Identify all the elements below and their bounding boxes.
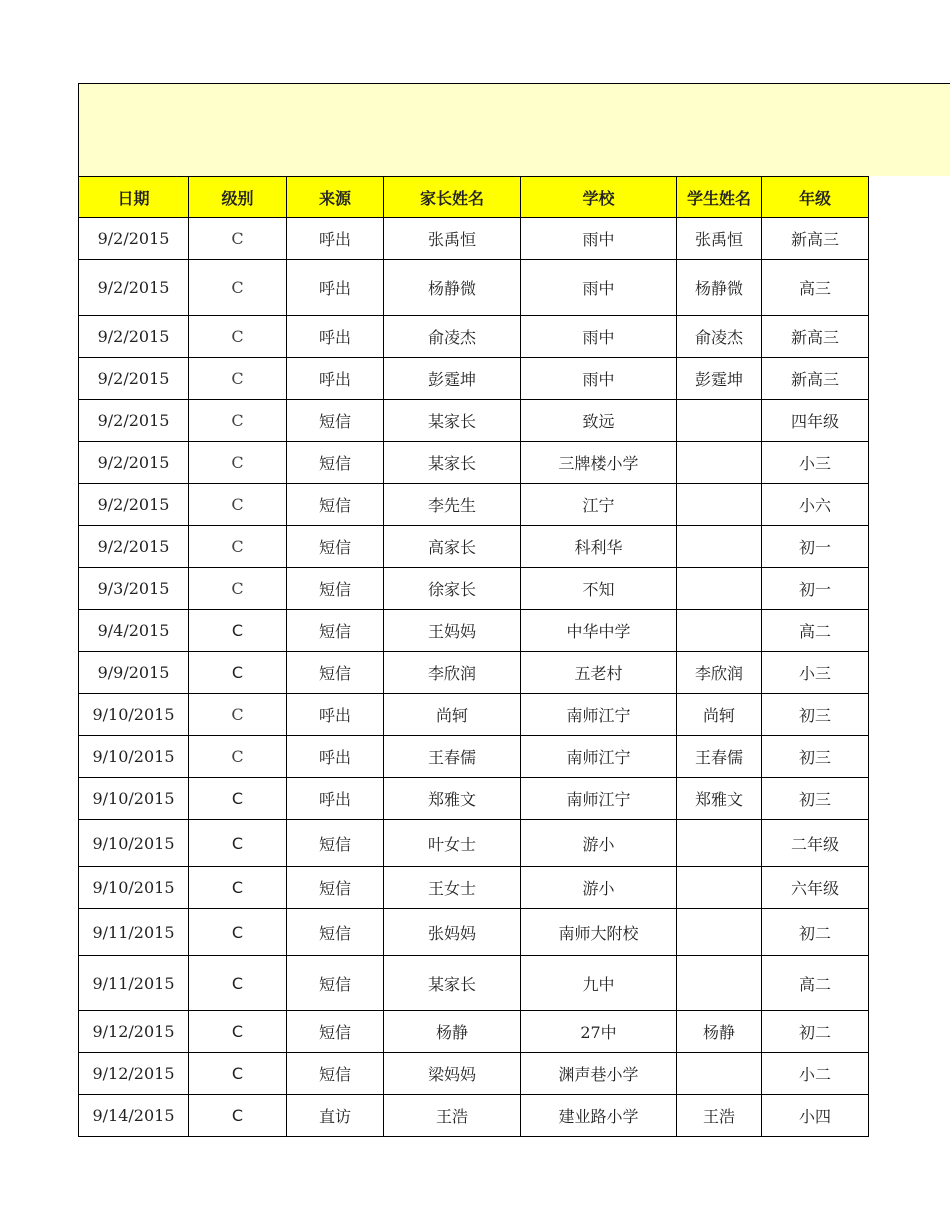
cell-date[interactable]: 9/11/2015 (79, 909, 189, 956)
cell-date[interactable]: 9/10/2015 (79, 694, 189, 736)
table-row (79, 526, 869, 568)
cell-source[interactable]: 短信 (287, 909, 384, 956)
cell-date[interactable]: 9/2/2015 (79, 442, 189, 484)
cell-grade[interactable]: 六年级 (762, 867, 869, 909)
cell-level[interactable]: C (189, 218, 287, 260)
table-row (79, 820, 869, 867)
header-level[interactable]: 级别 (189, 177, 287, 218)
cell-source[interactable]: 直访 (287, 1095, 384, 1137)
cell-parent-name[interactable]: 张妈妈 (384, 909, 521, 956)
cell-grade[interactable]: 初二 (762, 909, 869, 956)
cell-grade[interactable]: 初一 (762, 568, 869, 610)
cell-parent-name[interactable]: 杨静 (384, 1011, 521, 1053)
cell-school[interactable]: 27中 (521, 1011, 677, 1053)
cell-parent-name[interactable]: 梁妈妈 (384, 1053, 521, 1095)
cell-school[interactable]: 五老村 (521, 652, 677, 694)
cell-date[interactable]: 9/4/2015 (79, 610, 189, 652)
cell-source[interactable]: 短信 (287, 526, 384, 568)
cell-grade[interactable]: 新高三 (762, 358, 869, 400)
cell-level[interactable]: C (189, 1053, 287, 1095)
cell-source[interactable]: 短信 (287, 610, 384, 652)
cell-grade[interactable]: 高三 (762, 260, 869, 316)
cell-school[interactable]: 不知 (521, 568, 677, 610)
cell-grade[interactable]: 四年级 (762, 400, 869, 442)
cell-grade[interactable]: 小三 (762, 442, 869, 484)
cell-level[interactable]: C (189, 610, 287, 652)
table-row (79, 1095, 869, 1137)
table-row (79, 316, 869, 358)
header-grade[interactable]: 年级 (762, 177, 869, 218)
table-row (79, 909, 869, 956)
table-row (79, 694, 869, 736)
header-student-name[interactable]: 学生姓名 (677, 177, 762, 218)
table-row (79, 736, 869, 778)
cell-student-name[interactable] (677, 526, 762, 568)
cell-parent-name[interactable]: 张禹恒 (384, 218, 521, 260)
cell-student-name[interactable] (677, 1053, 762, 1095)
cell-parent-name[interactable]: 俞凌杰 (384, 316, 521, 358)
cell-school[interactable]: 南师大附校 (521, 909, 677, 956)
cell-student-name[interactable]: 张禹恒 (677, 218, 762, 260)
cell-source[interactable]: 短信 (287, 484, 384, 526)
cell-level[interactable]: C (189, 1011, 287, 1053)
cell-parent-name[interactable]: 李欣润 (384, 652, 521, 694)
cell-date[interactable]: 9/2/2015 (79, 484, 189, 526)
cell-student-name[interactable] (677, 909, 762, 956)
cell-level[interactable]: C (189, 694, 287, 736)
cell-parent-name[interactable]: 某家长 (384, 400, 521, 442)
cell-level[interactable]: C (189, 652, 287, 694)
header-date[interactable]: 日期 (79, 177, 189, 218)
cell-source[interactable]: 短信 (287, 652, 384, 694)
cell-source[interactable]: 短信 (287, 956, 384, 1011)
cell-date[interactable]: 9/10/2015 (79, 820, 189, 867)
cell-student-name[interactable]: 王浩 (677, 1095, 762, 1137)
cell-parent-name[interactable]: 尚轲 (384, 694, 521, 736)
cell-source[interactable]: 呼出 (287, 778, 384, 820)
cell-level[interactable]: C (189, 867, 287, 909)
cell-school[interactable]: 雨中 (521, 358, 677, 400)
cell-level[interactable]: C (189, 484, 287, 526)
cell-school[interactable]: 科利华 (521, 526, 677, 568)
cell-source[interactable]: 呼出 (287, 358, 384, 400)
table-row (79, 610, 869, 652)
cell-parent-name[interactable]: 某家长 (384, 442, 521, 484)
cell-parent-name[interactable]: 叶女士 (384, 820, 521, 867)
cell-grade[interactable]: 小四 (762, 1095, 869, 1137)
cell-grade[interactable]: 高二 (762, 610, 869, 652)
cell-date[interactable]: 9/2/2015 (79, 358, 189, 400)
cell-grade[interactable]: 初三 (762, 778, 869, 820)
cell-school[interactable]: 九中 (521, 956, 677, 1011)
cell-parent-name[interactable]: 王春儒 (384, 736, 521, 778)
cell-date[interactable]: 9/10/2015 (79, 736, 189, 778)
cell-school[interactable]: 游小 (521, 820, 677, 867)
cell-level[interactable]: C (189, 909, 287, 956)
cell-grade[interactable]: 初一 (762, 526, 869, 568)
cell-school[interactable]: 致远 (521, 400, 677, 442)
cell-grade[interactable]: 高二 (762, 956, 869, 1011)
cell-student-name[interactable] (677, 484, 762, 526)
cell-level[interactable]: C (189, 736, 287, 778)
cell-school[interactable]: 江宁 (521, 484, 677, 526)
cell-grade[interactable]: 新高三 (762, 218, 869, 260)
cell-date[interactable]: 9/14/2015 (79, 1095, 189, 1137)
cell-school[interactable]: 南师江宁 (521, 736, 677, 778)
cell-date[interactable]: 9/9/2015 (79, 652, 189, 694)
cell-date[interactable]: 9/2/2015 (79, 218, 189, 260)
cell-parent-name[interactable]: 王浩 (384, 1095, 521, 1137)
table-row (79, 442, 869, 484)
cell-student-name[interactable]: 王春儒 (677, 736, 762, 778)
table-row (79, 652, 869, 694)
cell-student-name[interactable]: 尚轲 (677, 694, 762, 736)
cell-source[interactable]: 短信 (287, 400, 384, 442)
cell-grade[interactable]: 二年级 (762, 820, 869, 867)
cell-date[interactable]: 9/12/2015 (79, 1053, 189, 1095)
table-row (79, 1053, 869, 1095)
cell-level[interactable]: C (189, 820, 287, 867)
cell-student-name[interactable]: 李欣润 (677, 652, 762, 694)
cell-student-name[interactable] (677, 867, 762, 909)
cell-school[interactable]: 渊声巷小学 (521, 1053, 677, 1095)
cell-student-name[interactable] (677, 820, 762, 867)
cell-level[interactable]: C (189, 358, 287, 400)
cell-source[interactable]: 呼出 (287, 694, 384, 736)
cell-source[interactable]: 呼出 (287, 218, 384, 260)
table-row (79, 778, 869, 820)
table-row (79, 218, 869, 260)
cell-student-name[interactable]: 杨静微 (677, 260, 762, 316)
cell-school[interactable]: 中华中学 (521, 610, 677, 652)
cell-level[interactable]: C (189, 568, 287, 610)
cell-date[interactable]: 9/12/2015 (79, 1011, 189, 1053)
cell-grade[interactable]: 小二 (762, 1053, 869, 1095)
cell-level[interactable]: C (189, 1095, 287, 1137)
cell-date[interactable]: 9/2/2015 (79, 400, 189, 442)
cell-parent-name[interactable]: 李先生 (384, 484, 521, 526)
cell-source[interactable]: 呼出 (287, 260, 384, 316)
cell-school[interactable]: 雨中 (521, 316, 677, 358)
table-row (79, 484, 869, 526)
cell-source[interactable]: 短信 (287, 1011, 384, 1053)
cell-source[interactable]: 短信 (287, 867, 384, 909)
cell-level[interactable]: C (189, 316, 287, 358)
cell-student-name[interactable]: 俞凌杰 (677, 316, 762, 358)
table-row (79, 260, 869, 316)
table-row (79, 956, 869, 1011)
cell-parent-name[interactable]: 王妈妈 (384, 610, 521, 652)
cell-student-name[interactable] (677, 610, 762, 652)
title-band (78, 83, 950, 176)
cell-level[interactable]: C (189, 442, 287, 484)
cell-student-name[interactable] (677, 442, 762, 484)
cell-date[interactable]: 9/2/2015 (79, 526, 189, 568)
cell-source[interactable]: 短信 (287, 820, 384, 867)
cell-student-name[interactable] (677, 956, 762, 1011)
cell-level[interactable]: C (189, 956, 287, 1011)
cell-date[interactable]: 9/10/2015 (79, 867, 189, 909)
cell-date[interactable]: 9/10/2015 (79, 778, 189, 820)
cell-parent-name[interactable]: 某家长 (384, 956, 521, 1011)
cell-school[interactable]: 三牌楼小学 (521, 442, 677, 484)
cell-level[interactable]: C (189, 400, 287, 442)
cell-date[interactable]: 9/2/2015 (79, 316, 189, 358)
cell-parent-name[interactable]: 郑雅文 (384, 778, 521, 820)
cell-source[interactable]: 呼出 (287, 316, 384, 358)
cell-school[interactable]: 雨中 (521, 218, 677, 260)
header-row (79, 177, 869, 218)
cell-grade[interactable]: 初三 (762, 694, 869, 736)
cell-grade[interactable]: 初二 (762, 1011, 869, 1053)
cell-date[interactable]: 9/3/2015 (79, 568, 189, 610)
cell-parent-name[interactable]: 杨静微 (384, 260, 521, 316)
cell-level[interactable]: C (189, 260, 287, 316)
cell-source[interactable]: 短信 (287, 1053, 384, 1095)
cell-level[interactable]: C (189, 778, 287, 820)
cell-grade[interactable]: 小六 (762, 484, 869, 526)
cell-date[interactable]: 9/2/2015 (79, 260, 189, 316)
cell-school[interactable]: 游小 (521, 867, 677, 909)
cell-student-name[interactable]: 郑雅文 (677, 778, 762, 820)
cell-school[interactable]: 建业路小学 (521, 1095, 677, 1137)
table-row (79, 568, 869, 610)
cell-grade[interactable]: 小三 (762, 652, 869, 694)
cell-date[interactable]: 9/11/2015 (79, 956, 189, 1011)
table-row (79, 1011, 869, 1053)
cell-grade[interactable]: 新高三 (762, 316, 869, 358)
table-row (79, 358, 869, 400)
cell-student-name[interactable]: 彭霆坤 (677, 358, 762, 400)
cell-level[interactable]: C (189, 526, 287, 568)
cell-school[interactable]: 南师江宁 (521, 694, 677, 736)
header-source[interactable]: 来源 (287, 177, 384, 218)
cell-student-name[interactable]: 杨静 (677, 1011, 762, 1053)
table-row (79, 867, 869, 909)
cell-school[interactable]: 南师江宁 (521, 778, 677, 820)
cell-school[interactable]: 雨中 (521, 260, 677, 316)
cell-parent-name[interactable]: 彭霆坤 (384, 358, 521, 400)
cell-parent-name[interactable]: 王女士 (384, 867, 521, 909)
cell-source[interactable]: 短信 (287, 442, 384, 484)
cell-student-name[interactable] (677, 568, 762, 610)
cell-student-name[interactable] (677, 400, 762, 442)
table-row (79, 400, 869, 442)
header-school[interactable]: 学校 (521, 177, 677, 218)
cell-grade[interactable]: 初三 (762, 736, 869, 778)
header-parent-name[interactable]: 家长姓名 (384, 177, 521, 218)
cell-parent-name[interactable]: 徐家长 (384, 568, 521, 610)
data-table (78, 176, 869, 1137)
cell-parent-name[interactable]: 高家长 (384, 526, 521, 568)
cell-source[interactable]: 呼出 (287, 736, 384, 778)
cell-source[interactable]: 短信 (287, 568, 384, 610)
